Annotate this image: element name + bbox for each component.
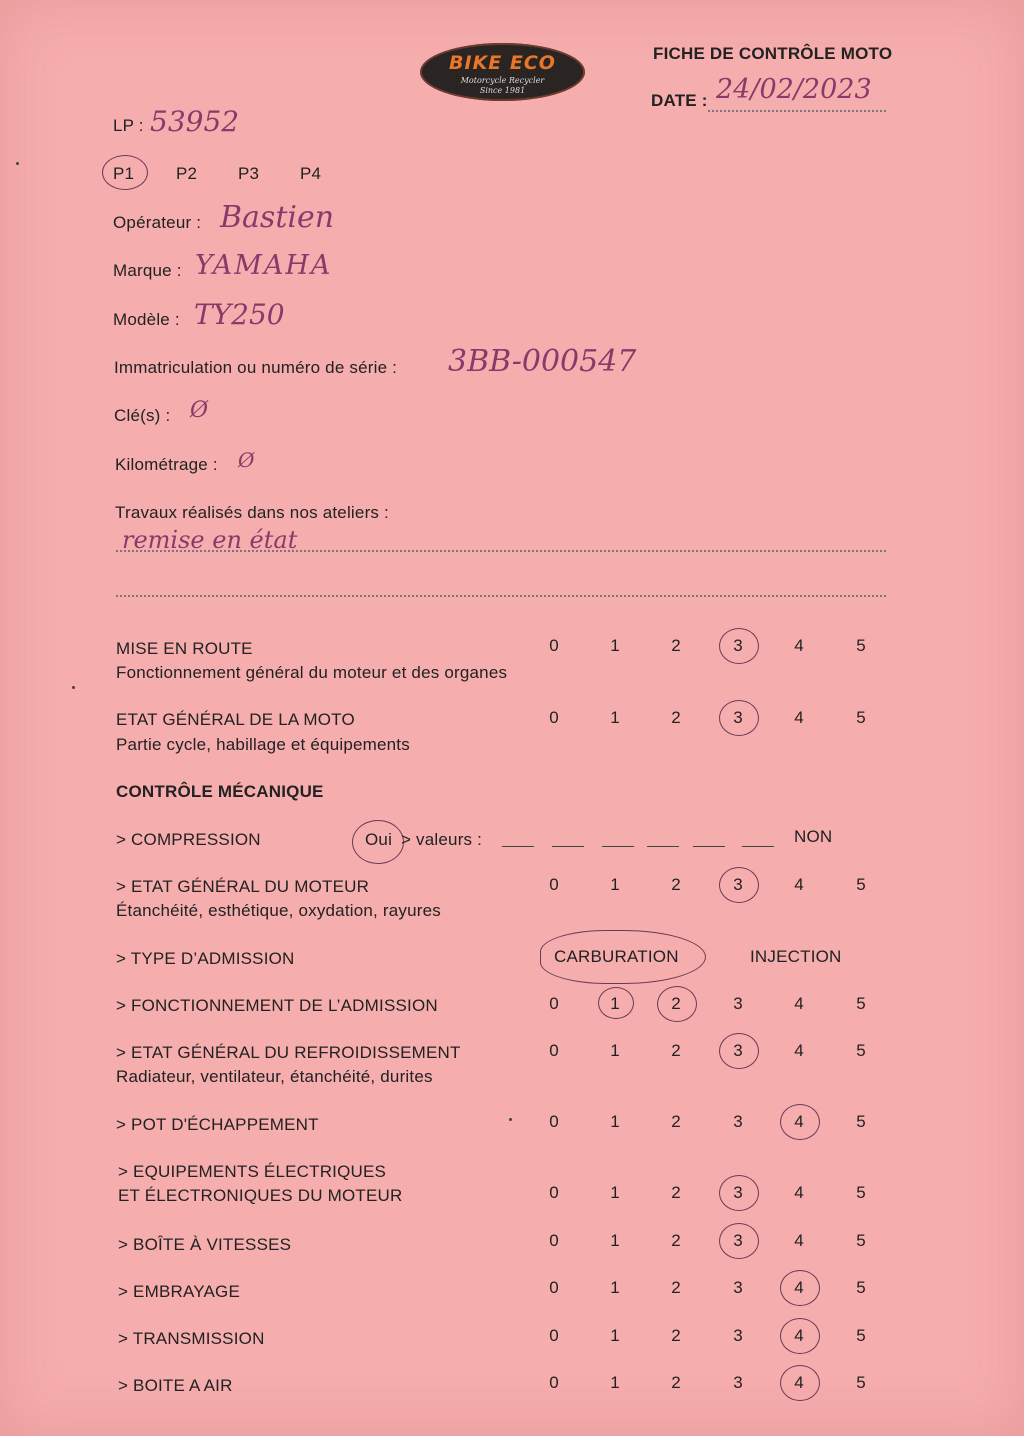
logo-since: Since 1981 [479,86,526,95]
immat-value[interactable]: 3BB-000547 [448,344,637,379]
etat-moto-subtitle: Partie cycle, habillage et équipements [116,735,410,754]
boite-vitesses-option-1[interactable]: 1 [610,1231,620,1250]
refroidissement-rating-circle [719,1033,759,1069]
electriques-rating-circle [719,1175,759,1211]
cles-value[interactable]: Ø [190,398,209,423]
embrayage-option-3[interactable]: 3 [733,1278,743,1297]
boite-vitesses-option-2[interactable]: 2 [671,1231,681,1250]
date-value[interactable]: 24/02/2023 [716,74,872,105]
travaux-line-1 [116,550,886,552]
position-p1[interactable]: P1 [113,164,135,183]
compression-oui[interactable]: Oui [365,830,393,849]
date-label: DATE : [651,91,708,110]
electriques-option-1[interactable]: 1 [610,1183,620,1202]
boite-vitesses-option-4[interactable]: 4 [794,1231,804,1250]
travaux-label: Travaux réalisés dans nos ateliers : [115,503,389,522]
form-title: FICHE DE CONTRÔLE MOTO [653,44,893,63]
immat-label: Immatriculation ou numéro de série : [114,358,398,377]
transmission-option-4[interactable]: 4 [794,1326,804,1345]
operateur-value[interactable]: Bastien [220,200,335,235]
refroidissement-label: > ETAT GÉNÉRAL DU REFROIDISSEMENT [116,1043,461,1062]
mise-en-route-option-4[interactable]: 4 [794,636,804,655]
etat-moteur-rating-circle [719,867,759,903]
etat-moteur-option-2[interactable]: 2 [671,875,681,894]
etat-moto-title: ETAT GÉNÉRAL DE LA MOTO [116,710,355,729]
etat-moto-option-5[interactable]: 5 [856,708,866,727]
refroidissement-option-2[interactable]: 2 [671,1041,681,1060]
transmission-option-5[interactable]: 5 [856,1326,866,1345]
valeur-blank-1[interactable] [502,846,534,847]
compression-non[interactable]: NON [794,827,833,846]
position-p3[interactable]: P3 [238,164,260,183]
boite-air-option-0[interactable]: 0 [549,1373,559,1392]
boite-vitesses-option-0[interactable]: 0 [549,1231,559,1250]
valeur-blank-4[interactable] [647,846,679,847]
embrayage-option-0[interactable]: 0 [549,1278,559,1297]
etat-moteur-option-4[interactable]: 4 [794,875,804,894]
boite-vitesses-label: > BOÎTE À VITESSES [118,1235,292,1254]
fonctionnement-admission-option-0[interactable]: 0 [549,994,559,1013]
refroidissement-option-0[interactable]: 0 [549,1041,559,1060]
mise-en-route-subtitle: Fonctionnement général du moteur et des organes [116,663,508,682]
pot-rating-circle [780,1104,820,1140]
admission-carburation[interactable]: CARBURATION [554,947,679,966]
electriques-option-4[interactable]: 4 [794,1183,804,1202]
fonctionnement-admission-option-2[interactable]: 2 [671,994,681,1013]
boite-air-option-1[interactable]: 1 [610,1373,620,1392]
valeur-blank-5[interactable] [693,846,725,847]
transmission-option-2[interactable]: 2 [671,1326,681,1345]
transmission-label: > TRANSMISSION [118,1329,265,1348]
embrayage-option-1[interactable]: 1 [610,1278,620,1297]
position-p2[interactable]: P2 [176,164,198,183]
cles-label: Clé(s) : [114,406,171,425]
transmission-option-1[interactable]: 1 [610,1326,620,1345]
mise-en-route-option-2[interactable]: 2 [671,636,681,655]
fonctionnement-admission-label: > FONCTIONNEMENT DE L’ADMISSION [116,996,438,1015]
pot-option-1[interactable]: 1 [610,1112,620,1131]
valeur-blank-2[interactable] [552,846,584,847]
paper-speck [509,1118,512,1121]
pot-option-4[interactable]: 4 [794,1112,804,1131]
mise-en-route-rating-circle [719,628,759,664]
refroidissement-option-4[interactable]: 4 [794,1041,804,1060]
paper-speck [72,686,75,689]
pot-option-2[interactable]: 2 [671,1112,681,1131]
boite-air-option-4[interactable]: 4 [794,1373,804,1392]
transmission-rating-circle [780,1318,820,1354]
fonctionnement-admission-crossed-circle [598,987,634,1019]
modele-label: Modèle : [113,310,180,329]
kilometrage-value[interactable]: Ø [238,448,255,472]
fonctionnement-admission-option-4[interactable]: 4 [794,994,804,1013]
refroidissement-option-5[interactable]: 5 [856,1041,866,1060]
embrayage-option-4[interactable]: 4 [794,1278,804,1297]
refroidissement-option-3[interactable]: 3 [733,1041,743,1060]
compression-label: > COMPRESSION [116,830,261,849]
mise-en-route-option-1[interactable]: 1 [610,636,620,655]
electriques-option-5[interactable]: 5 [856,1183,866,1202]
etat-moto-option-1[interactable]: 1 [610,708,620,727]
boite-vitesses-option-3[interactable]: 3 [733,1231,743,1250]
fonctionnement-admission-option-1[interactable]: 1 [610,994,620,1013]
fonctionnement-admission-rating-circle [657,986,697,1022]
transmission-option-3[interactable]: 3 [733,1326,743,1345]
valeur-blank-3[interactable] [602,846,634,847]
transmission-option-0[interactable]: 0 [549,1326,559,1345]
logo-tagline: Motorcycle Recycler [460,76,545,85]
etat-moteur-subtitle: Étanchéité, esthétique, oxydation, rayures [116,901,441,920]
boite-vitesses-option-5[interactable]: 5 [856,1231,866,1250]
marque-value[interactable]: YAMAHA [195,250,333,281]
etat-moteur-option-5[interactable]: 5 [856,875,866,894]
boite-air-option-5[interactable]: 5 [856,1373,866,1392]
lp-value[interactable]: 53952 [150,105,240,138]
date-line [708,110,886,112]
electriques-label-1: > EQUIPEMENTS ÉLECTRIQUES [118,1162,387,1181]
boite-air-option-3[interactable]: 3 [733,1373,743,1392]
mise-en-route-option-0[interactable]: 0 [549,636,559,655]
etat-moteur-label: > ETAT GÉNÉRAL DU MOTEUR [116,877,370,896]
electriques-option-3[interactable]: 3 [733,1183,743,1202]
mise-en-route-option-3[interactable]: 3 [733,636,743,655]
electriques-option-0[interactable]: 0 [549,1183,559,1202]
etat-moteur-option-3[interactable]: 3 [733,875,743,894]
etat-moteur-option-1[interactable]: 1 [610,875,620,894]
etat-moteur-option-0[interactable]: 0 [549,875,559,894]
embrayage-option-2[interactable]: 2 [671,1278,681,1297]
etat-moto-rating-circle [719,700,759,736]
electriques-option-2[interactable]: 2 [671,1183,681,1202]
travaux-value[interactable]: remise en état [122,526,298,554]
boite-air-option-2[interactable]: 2 [671,1373,681,1392]
compression-valeurs-label: > valeurs : [401,830,483,849]
lp-label: LP : [113,116,144,135]
etat-moto-option-3[interactable]: 3 [733,708,743,727]
admission-injection[interactable]: INJECTION [750,947,842,966]
etat-moto-option-2[interactable]: 2 [671,708,681,727]
valeur-blank-6[interactable] [742,846,774,847]
pot-option-5[interactable]: 5 [856,1112,866,1131]
boite-vitesses-rating-circle [719,1223,759,1259]
electriques-label-2: ET ÉLECTRONIQUES DU MOTEUR [118,1186,403,1205]
mise-en-route-option-5[interactable]: 5 [856,636,866,655]
embrayage-label: > EMBRAYAGE [118,1282,241,1301]
refroidissement-option-1[interactable]: 1 [610,1041,620,1060]
operateur-label: Opérateur : [113,213,202,232]
pot-option-0[interactable]: 0 [549,1112,559,1131]
kilometrage-label: Kilométrage : [115,455,218,474]
etat-moto-option-4[interactable]: 4 [794,708,804,727]
etat-moto-option-0[interactable]: 0 [549,708,559,727]
embrayage-rating-circle [780,1270,820,1306]
controle-mecanique-title: CONTRÔLE MÉCANIQUE [116,782,324,801]
pot-option-3[interactable]: 3 [733,1112,743,1131]
marque-label: Marque : [113,261,182,280]
position-p4[interactable]: P4 [300,164,322,183]
logo-brand: BIKE ECO [449,52,556,74]
bike-eco-logo [420,43,585,101]
type-admission-label: > TYPE D’ADMISSION [116,949,295,968]
fonctionnement-admission-option-5[interactable]: 5 [856,994,866,1013]
travaux-line-2 [116,595,886,597]
paper-speck [16,162,19,165]
boite-air-rating-circle [780,1365,820,1401]
pot-label: > POT D'ÉCHAPPEMENT [116,1115,319,1134]
embrayage-option-5[interactable]: 5 [856,1278,866,1297]
mise-en-route-title: MISE EN ROUTE [116,639,253,658]
boite-air-label: > BOITE A AIR [118,1376,233,1395]
modele-value[interactable]: TY250 [194,298,285,331]
refroidissement-subtitle: Radiateur, ventilateur, étanchéité, durites [116,1067,433,1086]
fonctionnement-admission-option-3[interactable]: 3 [733,994,743,1013]
